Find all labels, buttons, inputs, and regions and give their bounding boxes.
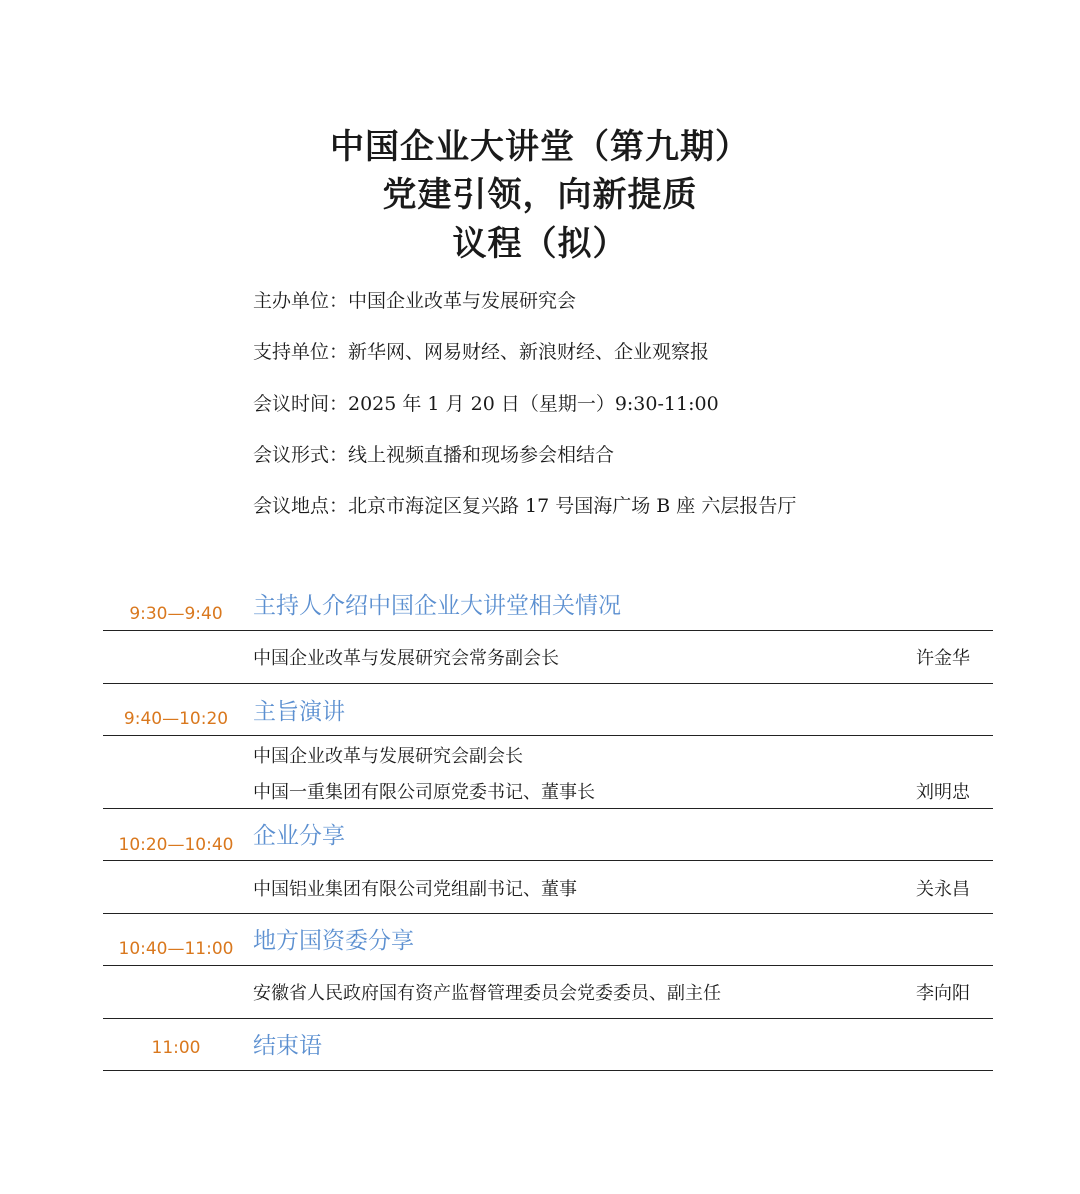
speaker-role: 中国一重集团有限公司原党委书记、董事长: [253, 782, 595, 803]
agenda-time: 10:40—11:00: [118, 939, 234, 959]
speaker-name: 刘明忠: [916, 782, 970, 803]
divider: [103, 1018, 993, 1019]
speaker-role: 中国企业改革与发展研究会副会长: [253, 746, 523, 767]
speaker-role: 安徽省人民政府国有资产监督管理委员会党委委员、副主任: [253, 983, 721, 1004]
divider: [103, 683, 993, 684]
divider: [103, 1070, 993, 1071]
speaker-name: 许金华: [916, 648, 970, 669]
page-subtitle: 党建引领，向新提质: [382, 175, 698, 215]
agenda-time: 9:30—9:40: [129, 604, 223, 624]
info-format: 会议形式：线上视频直播和现场参会相结合: [253, 444, 615, 466]
divider: [103, 965, 993, 966]
speaker-role: 中国企业改革与发展研究会常务副会长: [253, 648, 559, 669]
agenda-section-title: 结束语: [253, 1033, 322, 1059]
agenda-section-title: 主旨演讲: [253, 699, 345, 725]
info-supporters: 支持单位：新华网、网易财经、新浪财经、企业观察报: [253, 341, 710, 363]
divider: [103, 808, 993, 809]
speaker-name: 关永昌: [916, 879, 970, 900]
page-title: 中国企业大讲堂（第九期）: [330, 127, 750, 167]
agenda-heading: 议程（拟）: [452, 224, 628, 264]
agenda-section-title: 企业分享: [253, 823, 345, 849]
info-time: 会议时间：2025 年 1 月 20 日（星期一）9:30-11:00: [253, 393, 719, 415]
agenda-time: 11:00: [151, 1038, 201, 1058]
agenda-section-title: 地方国资委分享: [253, 928, 414, 954]
info-organizer: 主办单位：中国企业改革与发展研究会: [253, 290, 577, 312]
divider: [103, 913, 993, 914]
agenda-time: 10:20—10:40: [118, 835, 234, 855]
divider: [103, 860, 993, 861]
info-venue: 会议地点：北京市海淀区复兴路 17 号国海广场 B 座 六层报告厅: [253, 495, 797, 517]
speaker-role: 中国铝业集团有限公司党组副书记、董事: [253, 879, 577, 900]
divider: [103, 630, 993, 631]
agenda-section-title: 主持人介绍中国企业大讲堂相关情况: [253, 593, 621, 619]
agenda-time: 9:40—10:20: [123, 709, 229, 729]
speaker-name: 李向阳: [916, 983, 970, 1004]
divider: [103, 735, 993, 736]
